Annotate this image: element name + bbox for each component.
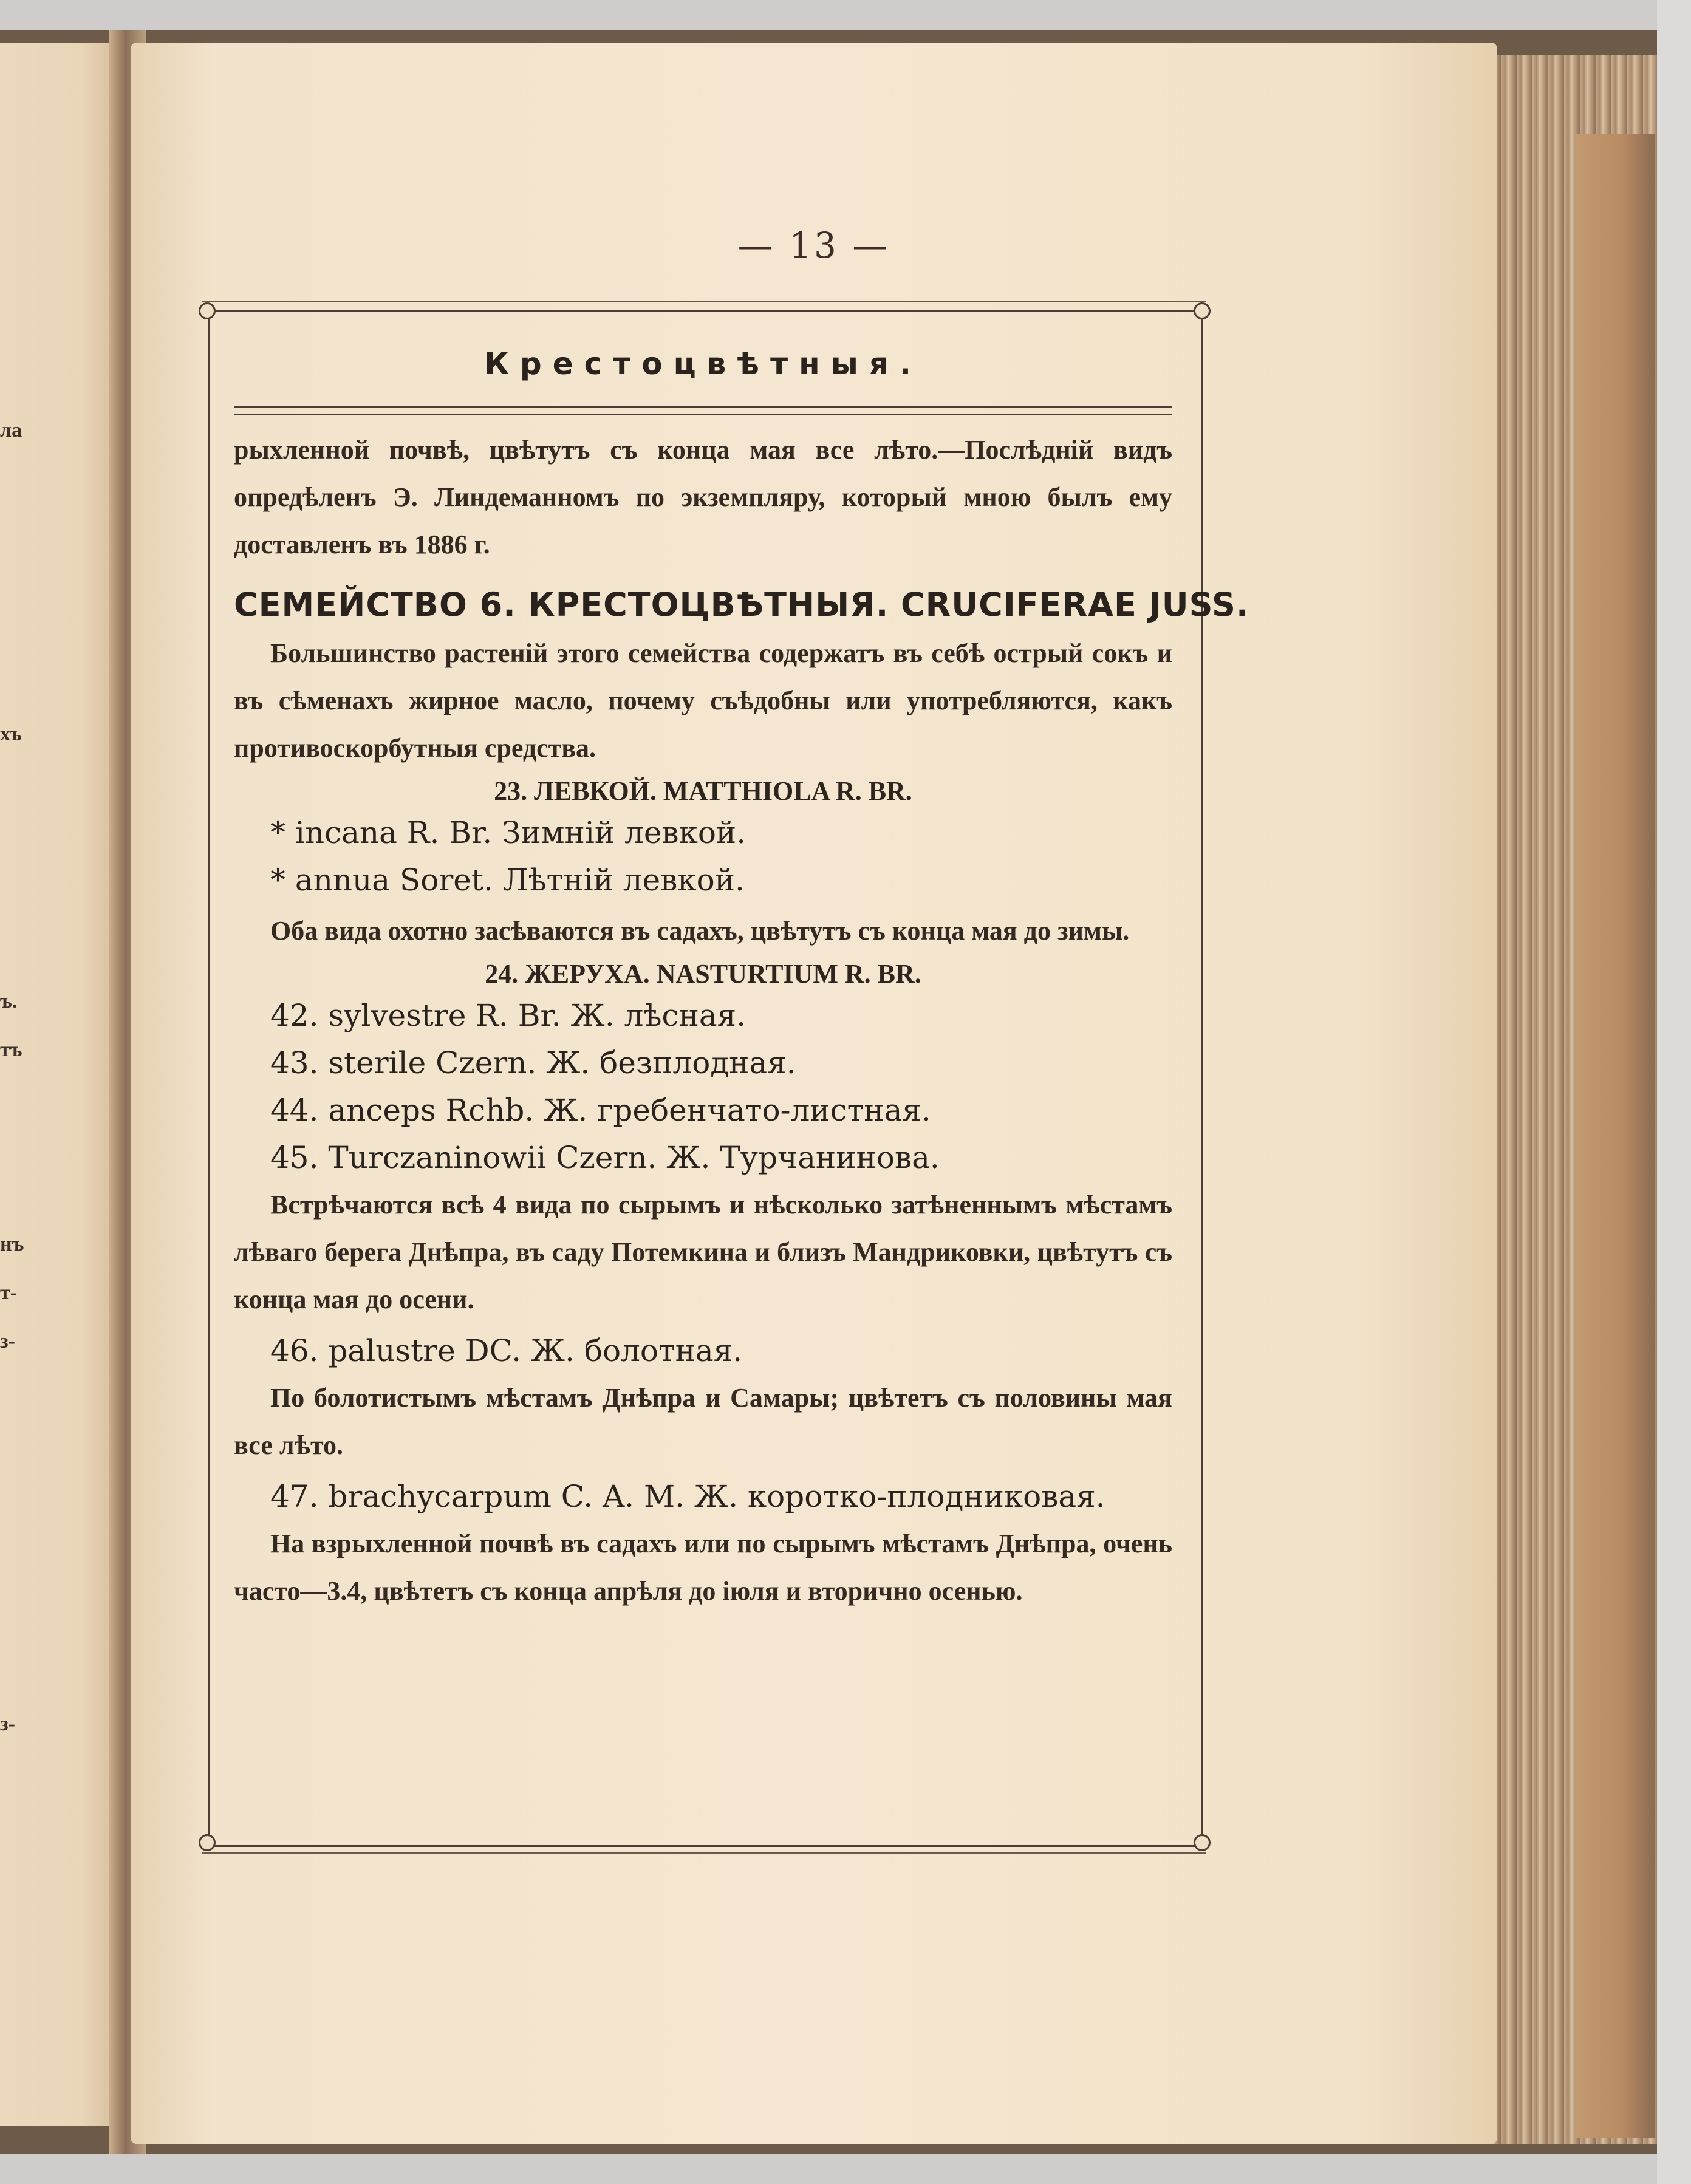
- species-entry: * incana R. Br. Зимнiй левкой.: [270, 815, 746, 850]
- book-scan: [0, 30, 1657, 2154]
- page-content: [234, 334, 1249, 1615]
- left-page-fragment: з-: [0, 1330, 15, 1353]
- species-entry: 42. sylvestre R. Br. Ж. лѣсная.: [270, 998, 746, 1033]
- page: [131, 43, 1497, 2144]
- left-page-fragment: тъ: [0, 1039, 22, 1061]
- frame-corner-ornament: [1194, 1834, 1211, 1851]
- left-page-edge: [0, 43, 115, 2126]
- paragraph: рыхленной почвѣ, цвѣтутъ съ конца мая все лѣто.—Послѣднiй видъ опредѣленъ Э. Линдеманномъ по экземпляру, который мною былъ ему доставленъ въ 1886 г.: [234, 435, 1172, 559]
- paragraph: Большинство растенiй этого семейства содержатъ въ себѣ острый сокъ и въ сѣменахъ жирное масло, почему съѣдобны или употребляются, какъ противоскорбутныя средства.: [234, 638, 1172, 763]
- species-entry: 44. anceps Rchb. Ж. гребенчато-листная.: [270, 1093, 931, 1128]
- left-page-fragment: нъ: [0, 1233, 24, 1255]
- species-entry: * annua Soret. Лѣтнiй левкой.: [270, 862, 745, 898]
- left-page-fragment: з-: [0, 1713, 15, 1735]
- scan-margin: [1657, 0, 1691, 2184]
- running-head: Крестоцвѣтныя.: [484, 346, 922, 381]
- genus-heading: 23. ЛЕВКОЙ. MATTHIOLA R. BR.: [494, 776, 912, 806]
- double-rule: [234, 406, 1172, 415]
- genus-heading: 24. ЖЕРУХА. NASTURTIUM R. BR.: [485, 959, 921, 989]
- left-page-fragment: т-: [0, 1281, 18, 1304]
- frame-corner-ornament: [199, 302, 216, 319]
- species-entry: 47. brachycarpum C. A. M. Ж. коротко-плодниковая.: [270, 1479, 1105, 1514]
- family-heading: СЕМЕЙСТВО 6. КРЕСТОЦВѢТНЫЯ. CRUCIFERAE JUSS.: [234, 585, 1249, 624]
- page-edges: [1485, 55, 1657, 2144]
- frame-corner-ornament: [199, 1834, 216, 1851]
- species-entry: 46. palustre DC. Ж. болотная.: [270, 1333, 743, 1368]
- paragraph: По болотистымъ мѣстамъ Днѣпра и Самары; цвѣтетъ съ половины мая все лѣто.: [234, 1383, 1172, 1460]
- left-page-fragment: хъ: [0, 723, 22, 745]
- paragraph: Встрѣчаются всѣ 4 вида по сырымъ и нѣсколько затѣненнымъ мѣстамъ лѣваго берега Днѣпра, въ саду Потемкина и близъ Мандриковки, цвѣтутъ съ конца мая до осени.: [234, 1190, 1172, 1314]
- page-number: — 13 —: [737, 225, 890, 266]
- paragraph: На взрыхленной почвѣ въ садахъ или по сырымъ мѣстамъ Днѣпра, очень часто—3.4, цвѣтетъ съ конца апрѣля до iюля и вторично осенью.: [234, 1529, 1172, 1606]
- frame-corner-ornament: [1194, 302, 1211, 319]
- left-page-fragment: ъ.: [0, 990, 18, 1012]
- species-entry: 45. Turczaninowii Czern. Ж. Турчанинова.: [270, 1140, 940, 1175]
- species-entry: 43. sterile Czern. Ж. безплодная.: [270, 1045, 796, 1080]
- left-page-fragment: ла: [0, 419, 22, 442]
- paragraph: Оба вида охотно засѣваются въ садахъ, цвѣтутъ съ конца мая до зимы.: [270, 916, 1130, 946]
- page-edge-tab: [1576, 134, 1655, 2138]
